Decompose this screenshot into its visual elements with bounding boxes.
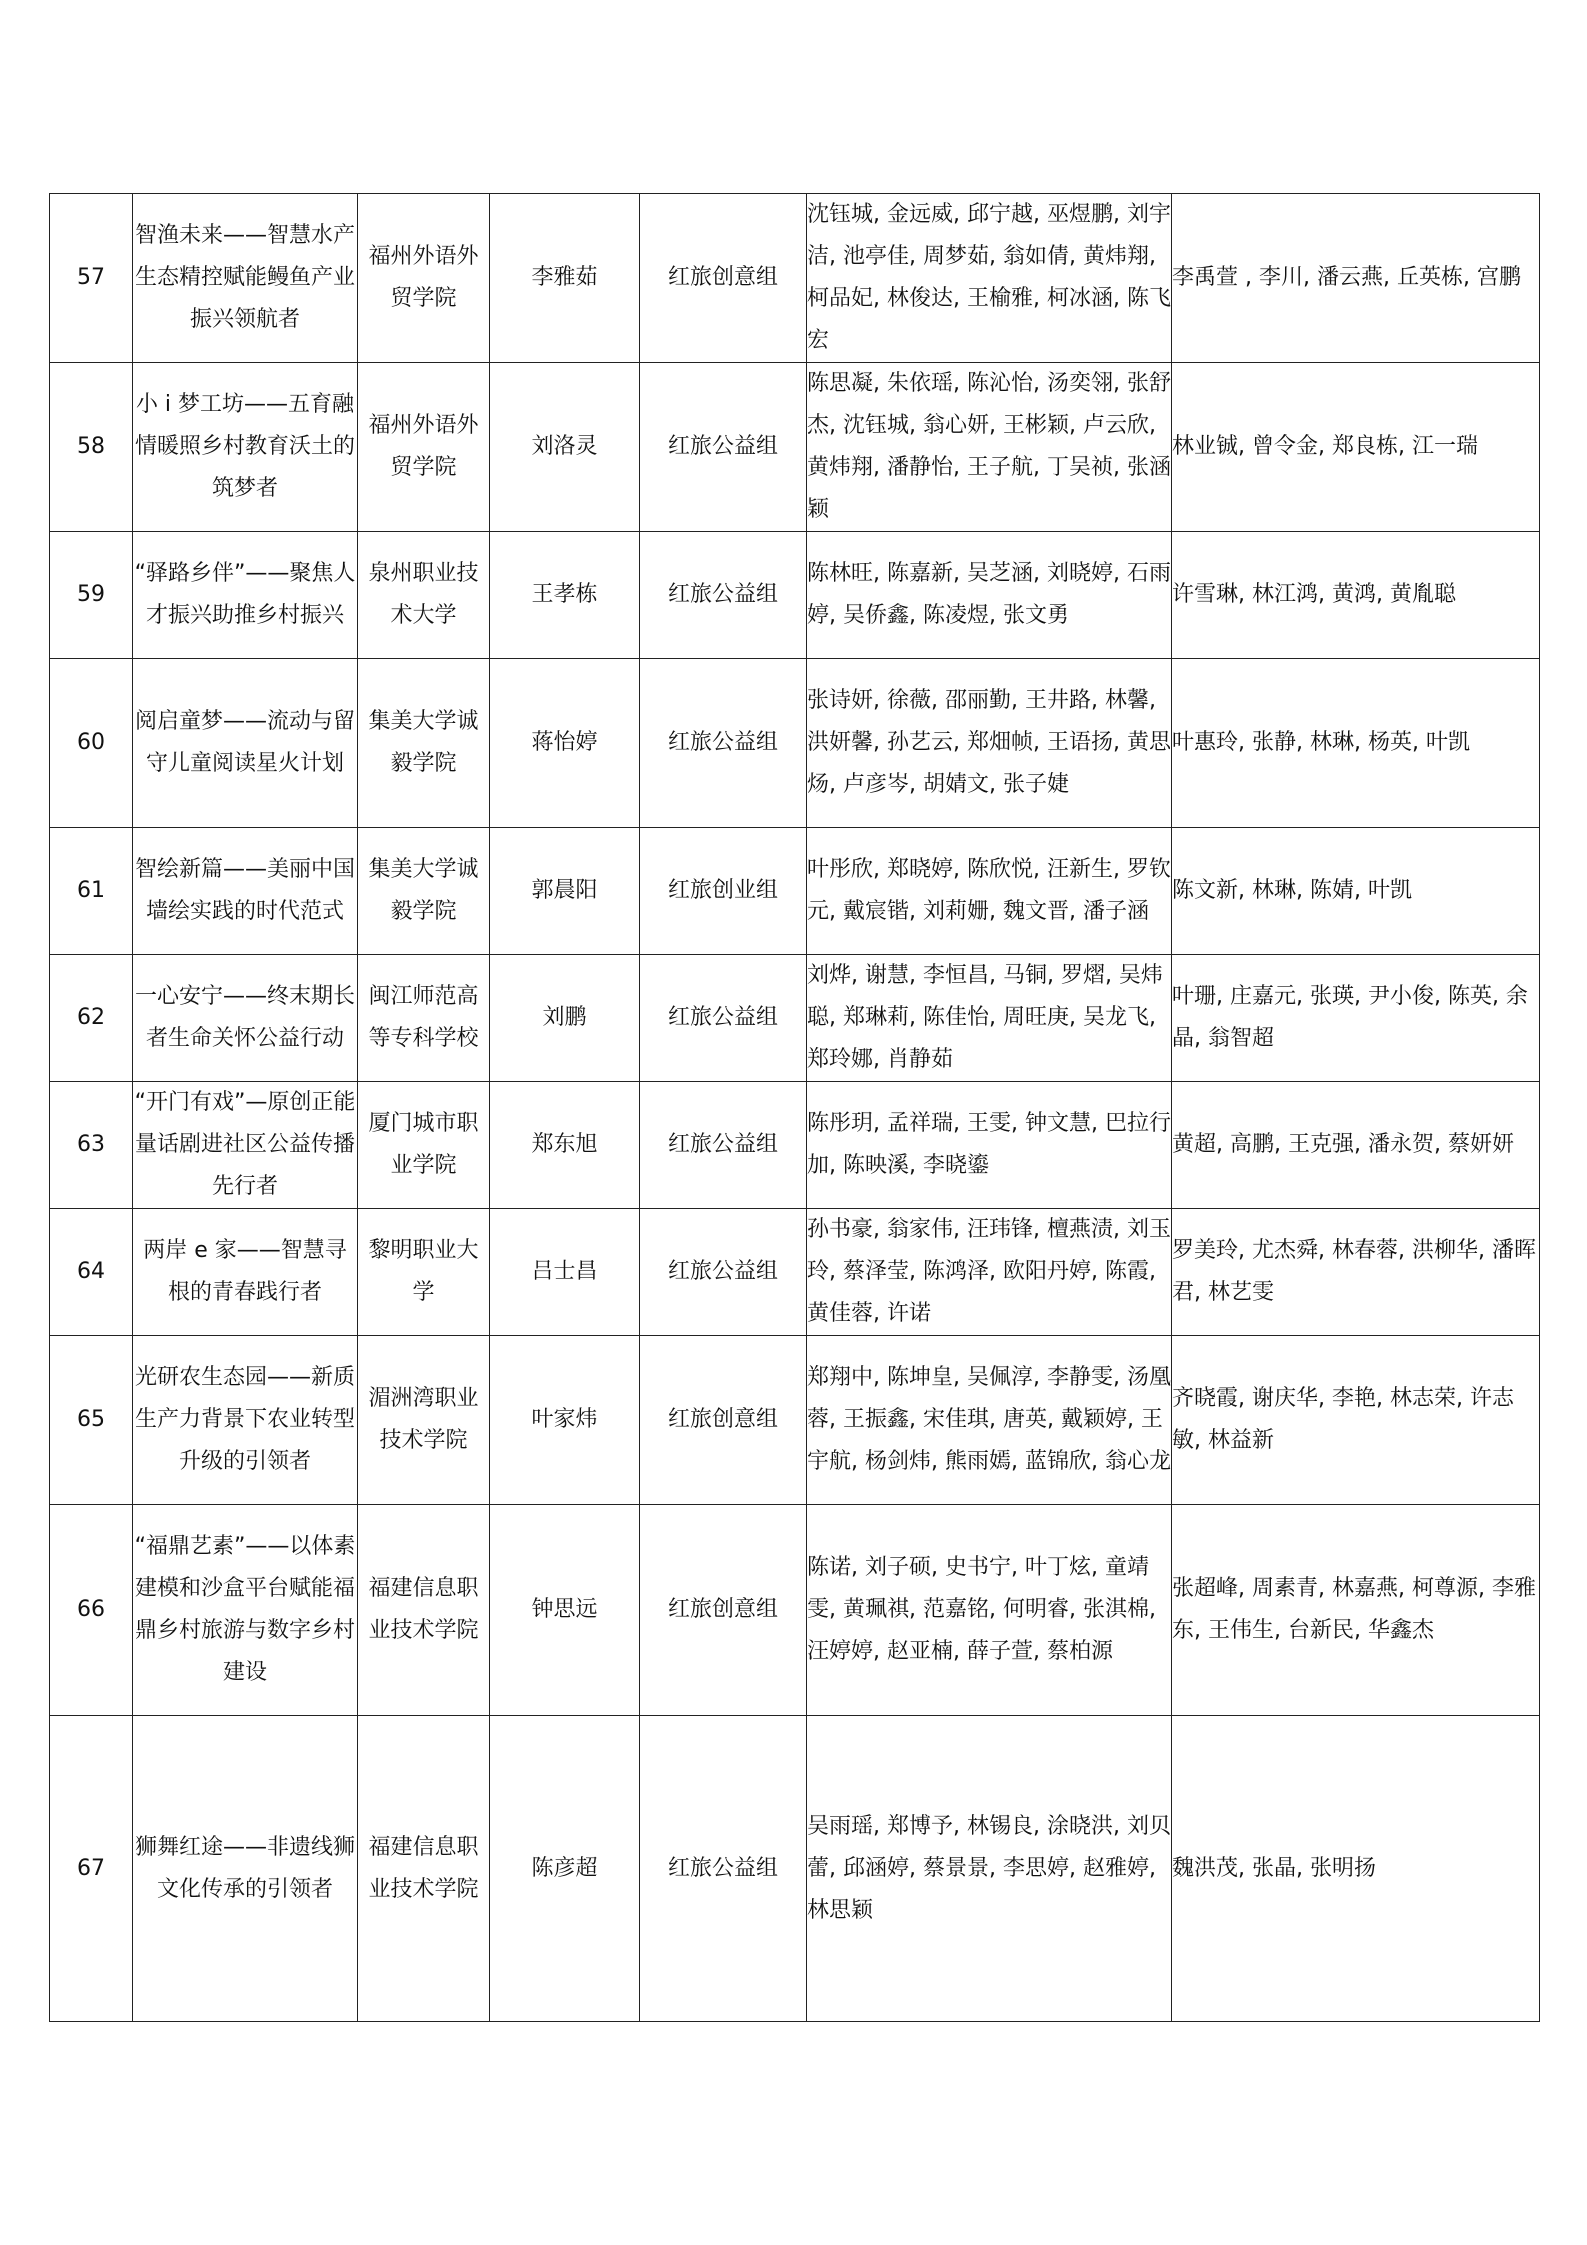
table-row [50,1082,1540,1209]
track-group-cell: 红旅创意组 [640,194,807,363]
advisors-cell: 叶珊, 庄嘉元, 张瑛, 尹小俊, 陈英, 余晶, 翁智超 [1172,955,1540,1082]
advisors-cell: 魏洪茂, 张晶, 张明扬 [1172,1716,1540,2022]
table-row [50,659,1540,828]
project-name-cell: “驿路乡伴”——聚焦人才振兴助推乡村振兴 [133,532,358,659]
project-name-cell: 狮舞红途——非遗线狮文化传承的引领者 [133,1716,358,2022]
row-number-cell: 64 [50,1209,133,1336]
table-row [50,194,1540,363]
leader-name-cell: 钟思远 [490,1505,640,1716]
track-group-cell: 红旅公益组 [640,363,807,532]
advisors-cell: 齐晓霞, 谢庆华, 李艳, 林志荣, 许志敏, 林益新 [1172,1336,1540,1505]
track-group-cell: 红旅创业组 [640,828,807,955]
row-number-cell: 60 [50,659,133,828]
project-name-cell: “福鼎艺素”——以体素建模和沙盒平台赋能福鼎乡村旅游与数字乡村建设 [133,1505,358,1716]
advisors-cell: 李禹萱 , 李川, 潘云燕, 丘英栋, 宫鹏 [1172,194,1540,363]
advisors-cell: 罗美玲, 尤杰舜, 林春蓉, 洪柳华, 潘晖君, 林艺雯 [1172,1209,1540,1336]
team-members-cell: 吴雨瑶, 郑博予, 林锡良, 涂晓洪, 刘贝蕾, 邱涵婷, 蔡景景, 李思婷, 赵雅婷, 林思颖 [807,1716,1172,2022]
table-row [50,532,1540,659]
leader-name-cell: 吕士昌 [490,1209,640,1336]
school-name-cell: 闽江师范高等专科学校 [358,955,490,1082]
row-number-cell: 67 [50,1716,133,2022]
leader-name-cell: 刘洛灵 [490,363,640,532]
leader-name-cell: 刘鹏 [490,955,640,1082]
track-group-cell: 红旅公益组 [640,659,807,828]
leader-name-cell: 陈彦超 [490,1716,640,2022]
track-group-cell: 红旅公益组 [640,1716,807,2022]
team-members-cell: 陈思凝, 朱依瑶, 陈沁怡, 汤奕翎, 张舒杰, 沈钰城, 翁心妍, 王彬颖, 卢云欣, 黄炜翔, 潘静怡, 王子航, 丁吴祯, 张涵颖 [807,363,1172,532]
table-row [50,363,1540,532]
row-number-cell: 65 [50,1336,133,1505]
project-name-cell: 智渔未来——智慧水产生态精控赋能鳗鱼产业振兴领航者 [133,194,358,363]
table-row [50,1336,1540,1505]
table-body [50,194,1540,2022]
team-members-cell: 郑翔中, 陈坤皇, 吴佩淳, 李静雯, 汤凰蓉, 王振鑫, 宋佳琪, 唐英, 戴颖婷, 王宇航, 杨剑炜, 熊雨嫣, 蓝锦欣, 翁心龙 [807,1336,1172,1505]
team-members-cell: 刘烨, 谢慧, 李恒昌, 马铜, 罗熠, 吴炜聪, 郑琳莉, 陈佳怡, 周旺庚, 吴龙飞, 郑玲娜, 肖静茹 [807,955,1172,1082]
track-group-cell: 红旅公益组 [640,955,807,1082]
leader-name-cell: 郭晨阳 [490,828,640,955]
project-name-cell: 光研农生态园——新质生产力背景下农业转型升级的引领者 [133,1336,358,1505]
row-number-cell: 63 [50,1082,133,1209]
school-name-cell: 泉州职业技术大学 [358,532,490,659]
table-row [50,828,1540,955]
leader-name-cell: 郑东旭 [490,1082,640,1209]
track-group-cell: 红旅公益组 [640,1082,807,1209]
team-members-cell: 张诗妍, 徐薇, 邵丽勤, 王井路, 林馨, 洪妍馨, 孙艺云, 郑畑帧, 王语扬, 黄思炀, 卢彦岑, 胡婧文, 张子婕 [807,659,1172,828]
leader-name-cell: 蒋怡婷 [490,659,640,828]
team-members-cell: 陈林旺, 陈嘉新, 吴芝涵, 刘晓婷, 石雨婷, 吴侨鑫, 陈凌煜, 张文勇 [807,532,1172,659]
project-name-cell: 一心安宁——终末期长者生命关怀公益行动 [133,955,358,1082]
table-row [50,1716,1540,2022]
project-name-cell: 智绘新篇——美丽中国墙绘实践的时代范式 [133,828,358,955]
advisors-cell: 林业铖, 曾令金, 郑良栋, 江一瑞 [1172,363,1540,532]
row-number-cell: 58 [50,363,133,532]
row-number-cell: 61 [50,828,133,955]
advisors-cell: 陈文新, 林琳, 陈婧, 叶凯 [1172,828,1540,955]
advisors-cell: 张超峰, 周素青, 林嘉燕, 柯尊源, 李雅东, 王伟生, 台新民, 华鑫杰 [1172,1505,1540,1716]
award-table [49,193,1540,2022]
school-name-cell: 福州外语外贸学院 [358,363,490,532]
leader-name-cell: 叶家炜 [490,1336,640,1505]
school-name-cell: 黎明职业大学 [358,1209,490,1336]
row-number-cell: 62 [50,955,133,1082]
track-group-cell: 红旅公益组 [640,532,807,659]
track-group-cell: 红旅公益组 [640,1209,807,1336]
track-group-cell: 红旅创意组 [640,1336,807,1505]
school-name-cell: 集美大学诚毅学院 [358,828,490,955]
project-name-cell: 阅启童梦——流动与留守儿童阅读星火计划 [133,659,358,828]
school-name-cell: 福建信息职业技术学院 [358,1716,490,2022]
team-members-cell: 陈诺, 刘子硕, 史书宁, 叶丁炫, 童靖雯, 黄珮祺, 范嘉铭, 何明睿, 张淇棉, 汪婷婷, 赵亚楠, 薛子萱, 蔡柏源 [807,1505,1172,1716]
school-name-cell: 福州外语外贸学院 [358,194,490,363]
team-members-cell: 陈彤玥, 孟祥瑞, 王雯, 钟文慧, 巴拉行加, 陈映溪, 李晓鎏 [807,1082,1172,1209]
advisors-cell: 叶惠玲, 张静, 林琳, 杨英, 叶凯 [1172,659,1540,828]
leader-name-cell: 王孝栋 [490,532,640,659]
track-group-cell: 红旅创意组 [640,1505,807,1716]
school-name-cell: 集美大学诚毅学院 [358,659,490,828]
team-members-cell: 沈钰城, 金远威, 邱宁越, 巫煜鹏, 刘宇洁, 池亭佳, 周梦茹, 翁如倩, 黄炜翔, 柯品妃, 林俊达, 王榆雅, 柯冰涵, 陈飞宏 [807,194,1172,363]
project-name-cell: 小 i 梦工坊——五育融情暖照乡村教育沃土的筑梦者 [133,363,358,532]
row-number-cell: 57 [50,194,133,363]
school-name-cell: 湄洲湾职业技术学院 [358,1336,490,1505]
team-members-cell: 叶彤欣, 郑晓婷, 陈欣悦, 汪新生, 罗钦元, 戴宸锴, 刘莉姗, 魏文晋, 潘子涵 [807,828,1172,955]
table-row [50,1505,1540,1716]
advisors-cell: 许雪琳, 林江鸿, 黄鸿, 黄胤聪 [1172,532,1540,659]
school-name-cell: 厦门城市职业学院 [358,1082,490,1209]
table-row [50,1209,1540,1336]
table-row [50,955,1540,1082]
advisors-cell: 黄超, 高鹏, 王克强, 潘永贺, 蔡妍妍 [1172,1082,1540,1209]
row-number-cell: 59 [50,532,133,659]
team-members-cell: 孙书豪, 翁家伟, 汪玮锋, 檀燕渍, 刘玉玲, 蔡泽莹, 陈鸿泽, 欧阳丹婷, 陈霞, 黄佳蓉, 许诺 [807,1209,1172,1336]
project-name-cell: 两岸 e 家——智慧寻根的青春践行者 [133,1209,358,1336]
row-number-cell: 66 [50,1505,133,1716]
project-name-cell: “开门有戏”—原创正能量话剧进社区公益传播先行者 [133,1082,358,1209]
school-name-cell: 福建信息职业技术学院 [358,1505,490,1716]
leader-name-cell: 李雅茹 [490,194,640,363]
